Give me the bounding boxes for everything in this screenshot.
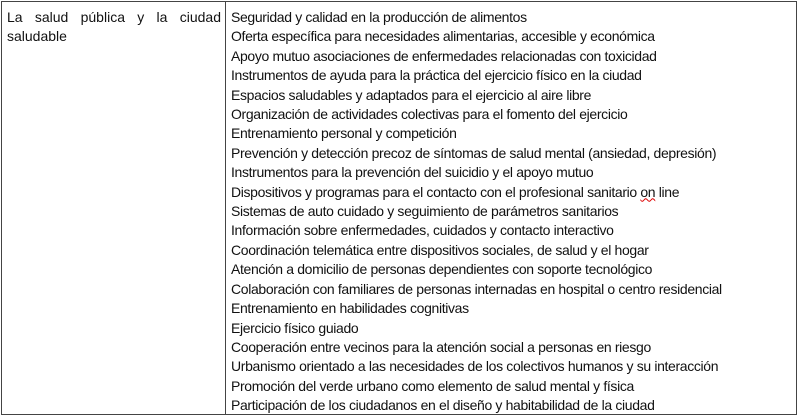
list-item: Espacios saludables y adaptados para el ejercicio al aire libre <box>231 86 592 103</box>
items-cell <box>231 8 792 416</box>
document-table <box>1 1 797 415</box>
list-item: Entrenamiento en habilidades cognitivas <box>231 300 469 317</box>
list-item: Información sobre enfermedades, cuidados y contacto interactivo <box>231 222 614 239</box>
list-item: Prevención y detección precoz de síntomas de salud mental (ansiedad, depresión) <box>231 144 717 161</box>
list-item: Apoyo mutuo asociaciones de enfermedades relacionadas con toxicidad <box>231 47 657 64</box>
list-item: Participación de los ciudadanos en el diseño y habitabilidad de la ciudad <box>231 397 655 414</box>
list-item: Cooperación entre vecinos para la atención social a personas en riesgo <box>231 338 651 355</box>
category-cell <box>2 2 226 414</box>
category-label: La salud pública y la ciudad saludable <box>7 9 221 45</box>
list-item: Atención a domicilio de personas dependientes con soporte tecnológico <box>231 261 653 278</box>
list-item: Instrumentos para la prevención del suicidio y el apoyo mutuo <box>231 164 594 181</box>
list-item: Promoción del verde urbano como elemento de salud mental y física <box>231 377 634 394</box>
list-item: Colaboración con familiares de personas internadas en hospital o centro residencial <box>231 280 722 297</box>
list-item: Seguridad y calidad en la producción de alimentos <box>231 9 527 25</box>
list-item: Entrenamiento personal y competición <box>231 125 457 142</box>
list-item: Sistemas de auto cuidado y seguimiento de parámetros sanitarios <box>231 203 619 220</box>
list-item: Oferta específica para necesidades alimentarias, accesible y económica <box>231 28 655 45</box>
list-item: Instrumentos de ayuda para la práctica del ejercicio físico en la ciudad <box>231 67 642 84</box>
list-item: Dispositivos y programas para el contacto con el profesional sanitario on line <box>231 183 680 200</box>
list-item: Organización de actividades colectivas para el fomento del ejercicio <box>231 106 628 123</box>
list-item: Urbanismo orientado a las necesidades de los colectivos humanos y su interacción <box>231 358 719 375</box>
list-item: Coordinación telemática entre dispositivos sociales, de salud y el hogar <box>231 241 649 258</box>
list-item: Ejercicio físico guiado <box>231 319 359 336</box>
